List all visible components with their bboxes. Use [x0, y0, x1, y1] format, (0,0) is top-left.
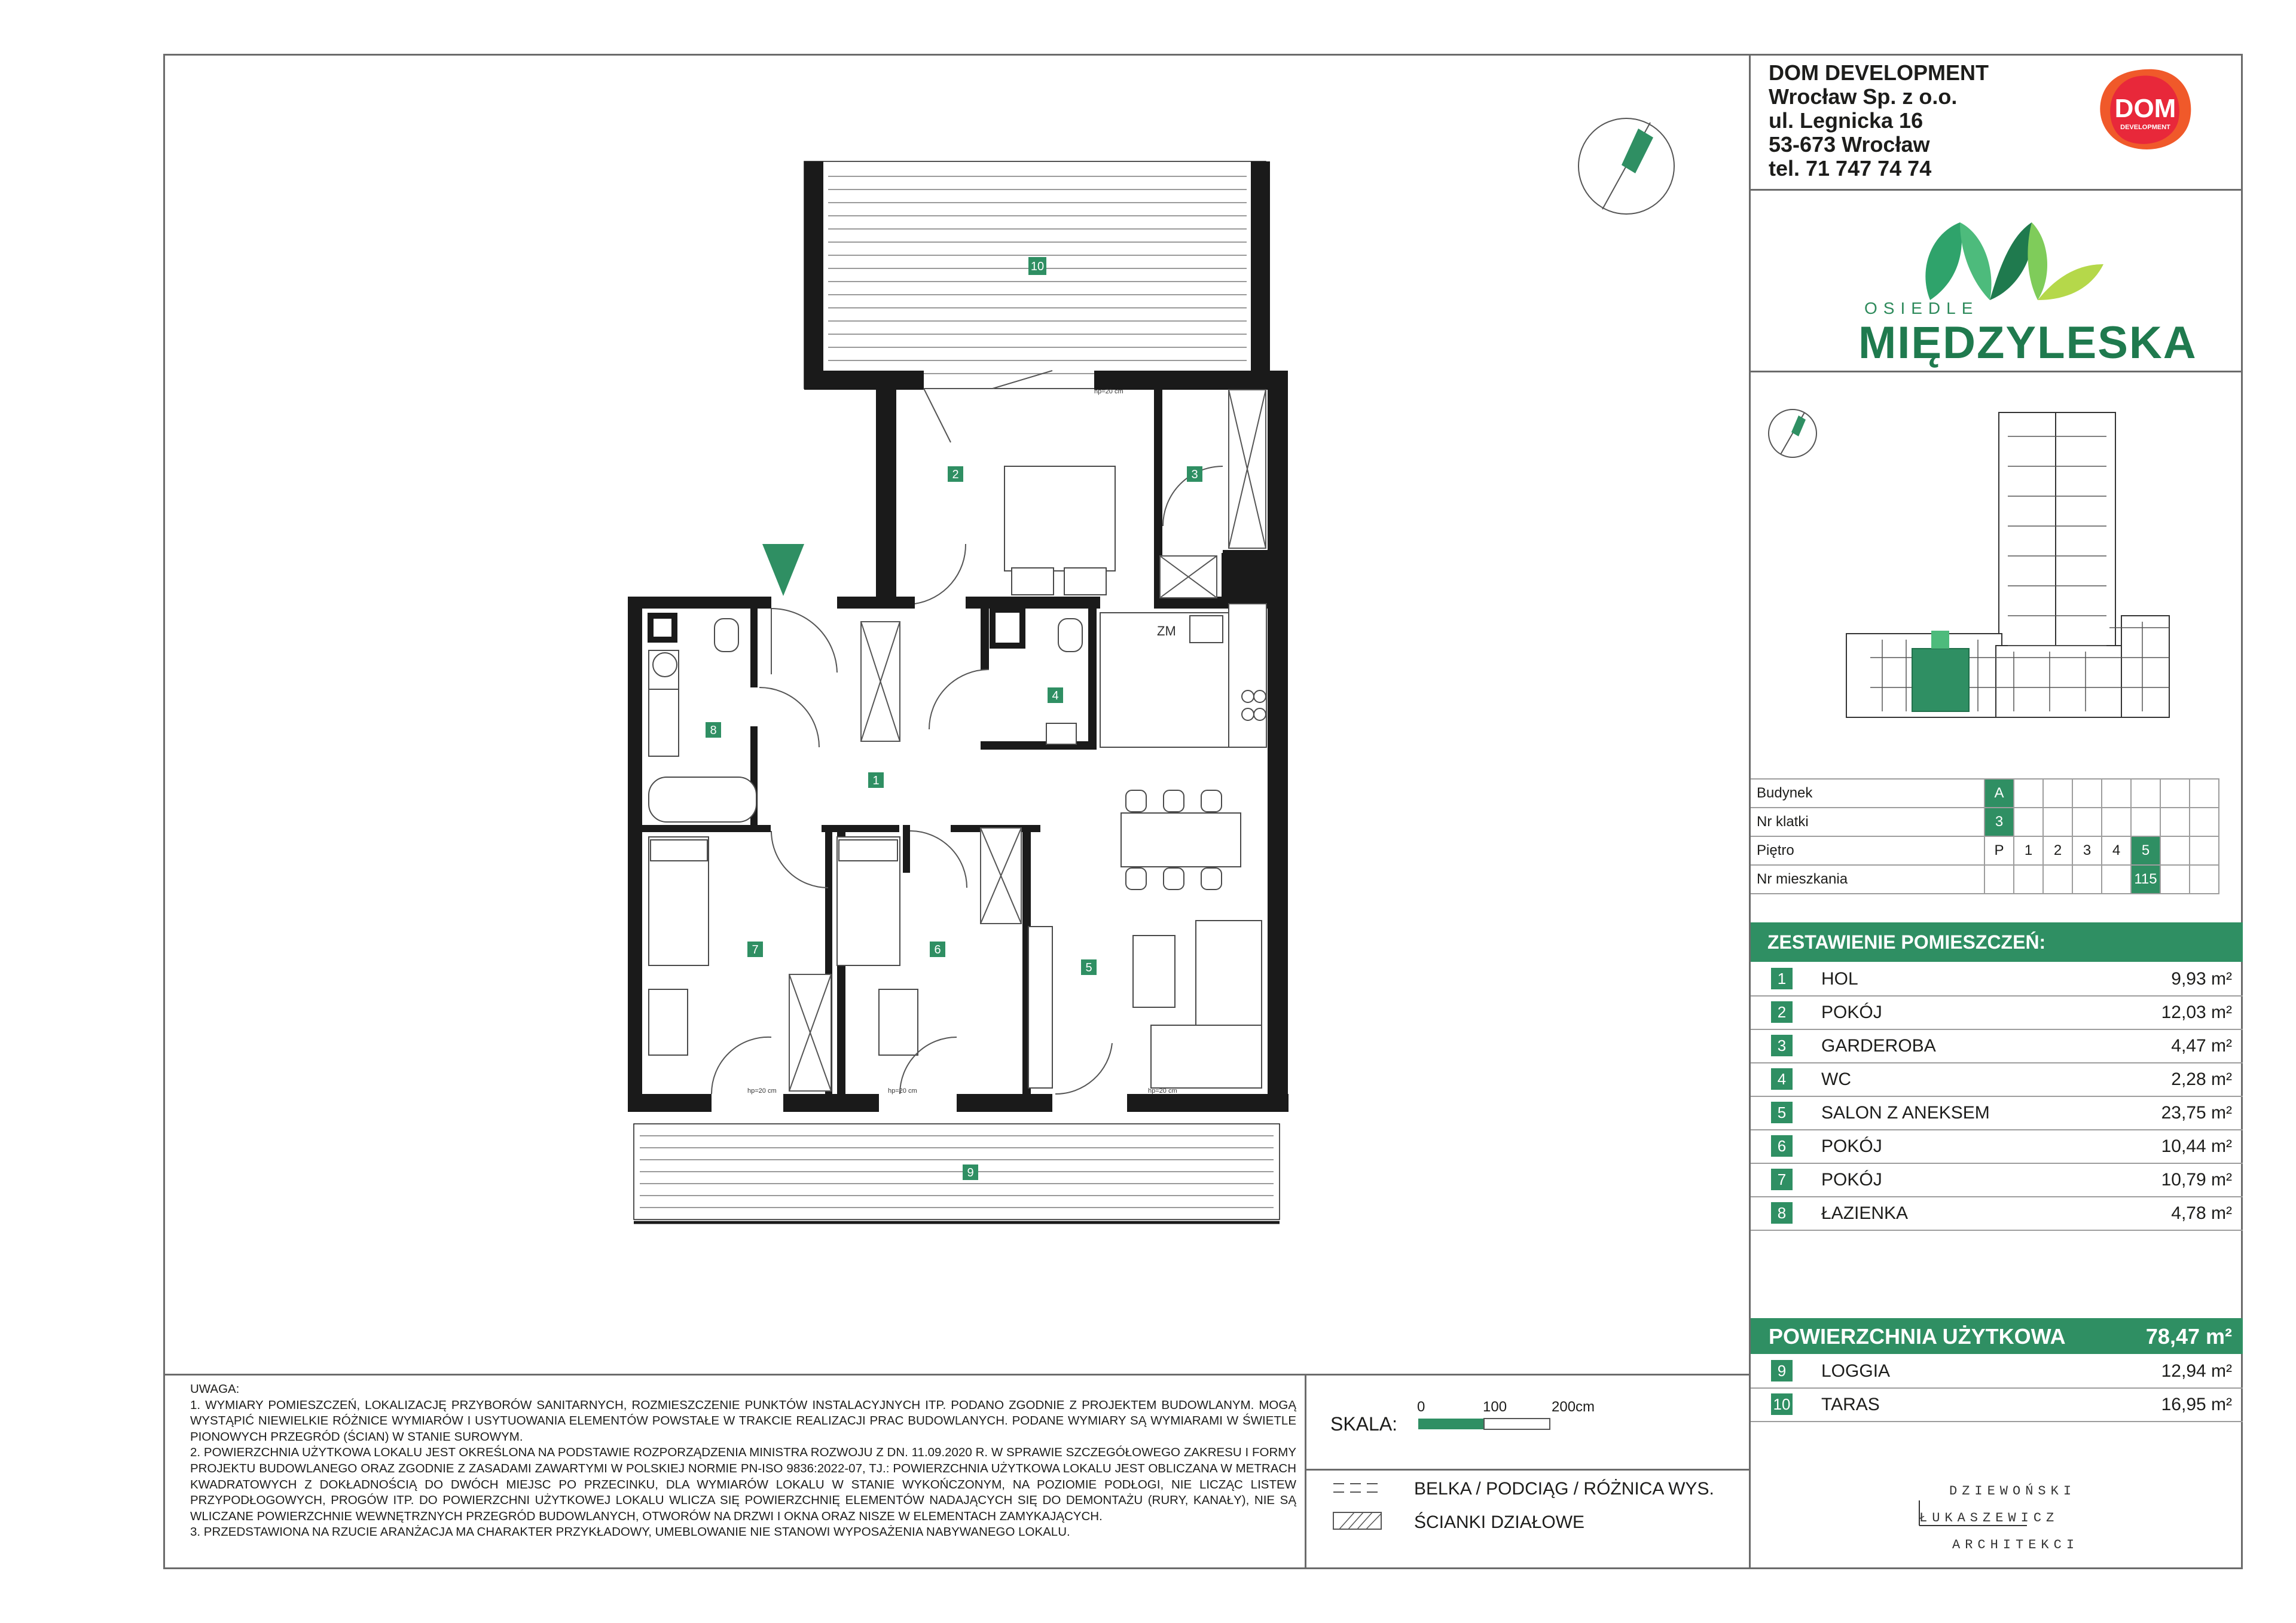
architect-logo [1907, 1477, 2087, 1560]
floor-option-selected: 5 [2131, 836, 2160, 865]
room-row: 5 SALON Z ANEKSEM 23,75 m² [1751, 1096, 2243, 1130]
room-row: 7 POKÓJ 10,79 m² [1751, 1163, 2243, 1197]
room-row: 1 HOL 9,93 m² [1751, 962, 2243, 997]
threshold-label: hp=20 cm [888, 1087, 917, 1095]
rooms-title: ZESTAWIENIE POMIESZCZEŃ: [1751, 922, 2243, 962]
extra-row: 10 TARAS 16,95 m² [1751, 1387, 2243, 1422]
apartment-highlight [1912, 649, 1969, 711]
svg-text:DOM: DOM [2114, 94, 2176, 123]
total-label: POWIERZCHNIA UŻYTKOWA [1769, 1324, 2066, 1349]
svg-text:10: 10 [1030, 260, 1045, 273]
zm-label: ZM [1157, 623, 1176, 638]
svg-text:8: 8 [710, 724, 717, 737]
svg-text:9: 9 [967, 1166, 974, 1179]
building-key-plan [1751, 377, 2245, 789]
legend-box [1306, 1471, 1749, 1569]
dom-development-logo [2095, 65, 2196, 154]
floor-option: 4 [2102, 836, 2131, 865]
svg-text:3: 3 [1191, 468, 1198, 481]
svg-text:SKALA:: SKALA: [1330, 1413, 1398, 1435]
svg-text:100: 100 [1483, 1399, 1507, 1415]
floor-option: 3 [2072, 836, 2102, 865]
total-area: 78,47 m² [2145, 1324, 2232, 1349]
threshold-label: hp=20 cm [1148, 1087, 1177, 1095]
company-branch: Wrocław Sp. z o.o. [1769, 84, 1958, 109]
svg-text:200cm: 200cm [1552, 1399, 1595, 1415]
company-phone: tel. 71 747 74 74 [1769, 156, 1932, 181]
floor-option: 2 [2043, 836, 2072, 865]
threshold-label: hp=20 cm [1094, 388, 1123, 395]
svg-text:0: 0 [1417, 1399, 1425, 1415]
svg-text:1: 1 [872, 774, 880, 787]
key-compass-icon [1769, 409, 1816, 457]
apartment-info-table [1751, 778, 2219, 894]
room-row: 4 WC 2,28 m² [1751, 1062, 2243, 1097]
svg-text:ŁUKASZEWICZ: ŁUKASZEWICZ [1919, 1511, 2059, 1526]
svg-text:2: 2 [952, 468, 959, 481]
svg-text:DEVELOPMENT: DEVELOPMENT [2120, 124, 2170, 131]
floor-option: 1 [2014, 836, 2043, 865]
floor-option: P [1984, 836, 2014, 865]
info-sidebar [1749, 54, 2243, 1569]
company-address [1769, 61, 1989, 181]
room-row: 8 ŁAZIENKA 4,78 m² [1751, 1196, 2243, 1231]
total-area-bar [1751, 1318, 2243, 1354]
apartment-row: Nr mieszkania 115 [1751, 865, 2219, 894]
svg-text:4: 4 [1052, 689, 1059, 702]
company-city: 53-673 Wrocław [1769, 132, 1930, 157]
svg-text:5: 5 [1085, 961, 1092, 974]
building-row: Budynek A [1751, 779, 2219, 808]
room-row: 6 POKÓJ 10,44 m² [1751, 1129, 2243, 1164]
room-row: 2 POKÓJ 12,03 m² [1751, 995, 2243, 1030]
notes-box [163, 1374, 1306, 1569]
room-row: 3 GARDEROBA 4,47 m² [1751, 1029, 2243, 1063]
stair-row: Nr klatki 3 [1751, 808, 2219, 836]
note-item: 1. WYMIARY POMIESZCZEŃ, LOKALIZACJĘ PRZYBORÓW SANITARNYCH, ROZMIESZCZENIE PUNKTÓW INSTALACYJNYCH ITP. PODANO ZGODNIE Z PROJEKTEM BUDOWLANYM. MOGĄ WYSTĄPIĆ NIEWIELKIE RÓŻNICE WYMIARÓW I USYTUOWANIA ELEMENTÓW POWSTAŁE W TRAKCIE REALIZACJI PRAC BUDOWLANYCH. PODANE WYMIARY SĄ WYMIARAMI W ŚWIETLE PIONOWYCH PRZEGRÓD (ŚCIAN) W STANIE SUROWYM. [190, 1398, 1296, 1444]
building-value: A [1984, 779, 2014, 808]
floor-row: Piętro P 1 2 3 4 5 [1751, 836, 2219, 865]
svg-text:7: 7 [752, 943, 759, 956]
svg-text:6: 6 [934, 943, 941, 956]
notes-title: UWAGA: [190, 1382, 240, 1396]
compass-icon [1578, 118, 1674, 214]
extra-row: 9 LOGGIA 12,94 m² [1751, 1354, 2243, 1389]
company-name: DOM DEVELOPMENT [1769, 60, 1989, 85]
threshold-label: hp=20 cm [747, 1087, 777, 1095]
svg-text:DZIEWOŃSKI: DZIEWOŃSKI [1949, 1484, 2077, 1499]
note-item: 3. PRZEDSTAWIONA NA RZUCIE ARANŻACJA MA CHARAKTER PRZYKŁADOWY, UMEBLOWANIE NIE STANOWI WYPOSAŻENIA NABYWANEGO LOKALU. [190, 1525, 1070, 1539]
brand-title: MIĘDZYLESKA [1858, 317, 2197, 368]
legend-partition: ŚCIANKI DZIAŁOWE [1414, 1512, 1585, 1532]
svg-text:ARCHITEKCI: ARCHITEKCI [1952, 1538, 2080, 1552]
note-item: 2. POWIERZCHNIA UŻYTKOWA LOKALU JEST OKREŚLONA NA PODSTAWIE ROZPORZĄDZENIA MINISTRA ROZWOJU Z DN. 11.09.2020 R. W SPRAWIE SZCZEGÓŁOWEGO ZAKRESU I FORMY PROJEKTU BUDOWLANEGO ORAZ ZGODNIE Z ZASADAMI ZAWARTYMI W POLSKIEJ NORMIE PN-ISO 9836:2022-07, TJ.: POWIERZCHNIA UŻYTKOWA LOKALU JEST OBLICZANA W METRACH KWADRATOWYCH Z DOKŁADNOŚCIĄ DO DWÓCH MIEJSC PO PRZECINKU, DLA WYMIARÓW LOKALU W STANIE WYKOŃCZONYM, NA POZIOMIE PODŁOGI, NIE LICZĄC LISTEW PRZYPODŁOGOWYCH, PROGÓW ITP. DO POWIERZCHNI UŻYTKOWEJ LOKALU WLICZA SIĘ POWIERZCHNIĘ ELEMENTÓW NADAJĄCYCH SIĘ DO DEMONTAŻU (RURY, KANAŁY), NIE SĄ WLICZANE POWIERZCHNIE WEWNĘTRZNYCH PRZEGRÓD BUDOWLANYCH, OTWORÓW NA DRZWI I OKNA ORAZ NISZE W ELEMENTACH ZAMYKAJĄCYCH. [190, 1445, 1296, 1523]
company-street: ul. Legnicka 16 [1769, 108, 1923, 133]
entrance-arrow-icon [762, 544, 804, 596]
scale-bar [1306, 1376, 1749, 1471]
stair-value: 3 [1984, 808, 2014, 836]
brand-subtitle: OSIEDLE [1864, 299, 1979, 317]
scale-box [1306, 1374, 1749, 1471]
legend-beam: BELKA / PODCIĄG / RÓŻNICA WYS. [1414, 1479, 1714, 1499]
apartment-number: 115 [2131, 865, 2160, 894]
floor-plan [163, 54, 1748, 1372]
